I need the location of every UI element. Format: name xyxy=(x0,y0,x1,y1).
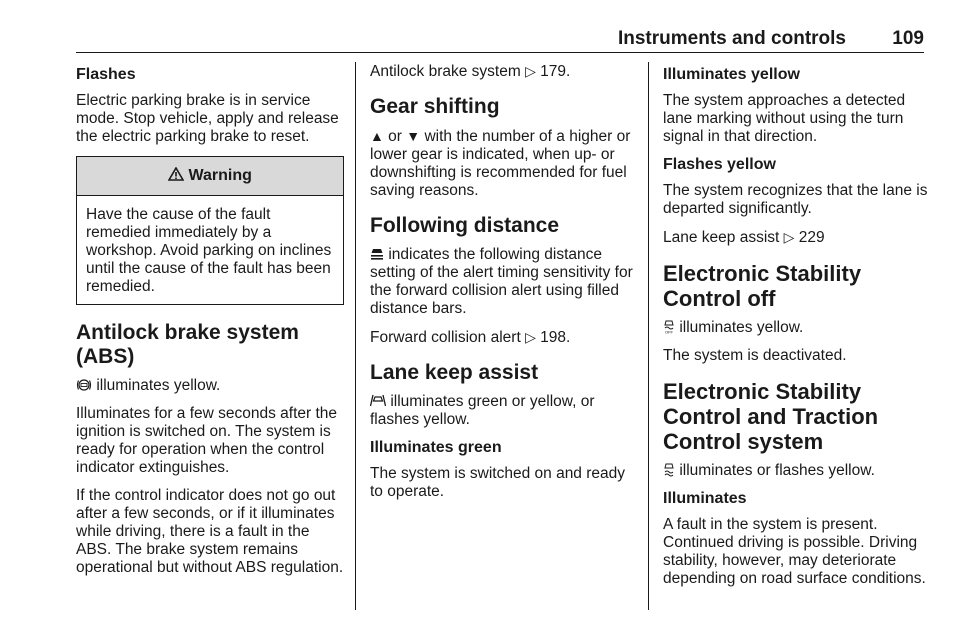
illuminates-yellow-heading: Illuminates yellow xyxy=(663,66,800,83)
esc-off-line-text: illuminates yellow. xyxy=(679,319,804,336)
illuminates-heading: Illuminates xyxy=(663,490,747,507)
esc-off-line xyxy=(663,319,931,337)
esc-off-heading: Electronic Stability Control off xyxy=(663,261,862,311)
column-divider-2 xyxy=(648,62,649,610)
lka-text-line xyxy=(370,393,640,429)
abs-indicator-line xyxy=(76,377,344,395)
gear-down-icon: ▼ xyxy=(406,128,421,144)
abs-heading: Antilock brake system (ABS) xyxy=(76,321,299,368)
ref-arrow-icon: ▷ xyxy=(525,63,536,79)
esc-tc-line-text: illuminates or flashes yellow. xyxy=(679,462,875,479)
following-distance-icon xyxy=(370,247,384,260)
lka-reference xyxy=(663,228,931,247)
gear-heading: Gear shifting xyxy=(370,95,500,118)
column-1 xyxy=(76,62,344,642)
abs-ref-label: Antilock brake system xyxy=(370,63,521,80)
column-2 xyxy=(370,62,640,642)
fca-reference xyxy=(370,328,640,347)
column-divider-1 xyxy=(355,62,356,610)
illuminates-green-heading: Illuminates green xyxy=(370,439,502,456)
following-heading: Following distance xyxy=(370,214,560,237)
warning-box xyxy=(76,156,344,305)
warning-header xyxy=(77,157,343,196)
gear-text: with the number of a higher or lower gear is indicated, when up- or downshifting is recommended for fuel saving reasons. xyxy=(370,128,631,199)
section-title: Instruments and controls xyxy=(617,28,846,49)
abs-paragraph-2: If the control indicator does not go out after a few seconds, or if it illuminates while driving, there is a fault in the ABS. The brake system remains operational but without ABS regulation. xyxy=(76,487,344,576)
following-text-line xyxy=(370,246,640,318)
esc-tc-heading: Electronic Stability Control and Traction Control system xyxy=(663,379,879,454)
lka-ref-page: 229 xyxy=(798,229,825,246)
flashes-yellow-text: The system recognizes that the lane is departed significantly. xyxy=(663,182,928,217)
gear-text-line xyxy=(370,127,640,200)
following-text: indicates the following distance setting of the alert timing sensitivity for the forward collision alert using filled distance bars. xyxy=(370,246,633,317)
illuminates-text: A fault in the system is present. Continued driving is possible. Driving stability, however, may deteriorate depending on road surface conditions. xyxy=(663,516,926,587)
lka-ref-label: Lane keep assist xyxy=(663,229,780,246)
fca-ref-label: Forward collision alert xyxy=(370,329,521,346)
gear-up-icon: ▲ xyxy=(370,128,384,144)
esc-tc-line xyxy=(663,462,931,480)
ref-arrow-icon: ▷ xyxy=(525,329,536,345)
column-3 xyxy=(663,62,931,642)
abs-ref-page: 179. xyxy=(540,63,571,80)
page-header xyxy=(76,26,924,53)
abs-line: illuminates yellow. xyxy=(96,377,221,394)
illuminates-yellow-text: The system approaches a detected lane marking without using the turn signal in that direction. xyxy=(663,92,906,145)
warning-triangle-icon xyxy=(168,167,184,181)
flashes-text: Electric parking brake is in service mode. Stop vehicle, apply and release the electric parking brake to reset. xyxy=(76,92,339,145)
gear-or: or xyxy=(388,128,402,145)
svg-text:OFF: OFF xyxy=(665,329,673,334)
esc-off-icon xyxy=(663,320,675,334)
flashes-yellow-heading: Flashes yellow xyxy=(663,156,776,173)
abs-icon xyxy=(76,378,92,392)
lka-heading: Lane keep assist xyxy=(370,361,539,384)
abs-paragraph-1: Illuminates for a few seconds after the ignition is switched on. The system is ready for operation when the control indicator extinguishes. xyxy=(76,405,338,476)
flashes-heading: Flashes xyxy=(76,66,136,83)
abs-reference xyxy=(370,62,640,81)
esc-icon xyxy=(663,463,675,477)
page-number: 109 xyxy=(892,28,924,49)
esc-off-text: The system is deactivated. xyxy=(663,347,847,364)
fca-ref-page: 198. xyxy=(540,329,571,346)
illuminates-green-text: The system is switched on and ready to operate. xyxy=(370,465,626,500)
warning-text: Have the cause of the fault remedied immediately by a workshop. Avoid parking on inclines until the cause of the fault has been remedied. xyxy=(86,206,332,295)
lka-text: illuminates green or yellow, or flashes yellow. xyxy=(370,393,595,428)
warning-title: Warning xyxy=(188,167,252,184)
lane-keep-icon xyxy=(370,394,386,407)
ref-arrow-icon: ▷ xyxy=(783,229,795,245)
